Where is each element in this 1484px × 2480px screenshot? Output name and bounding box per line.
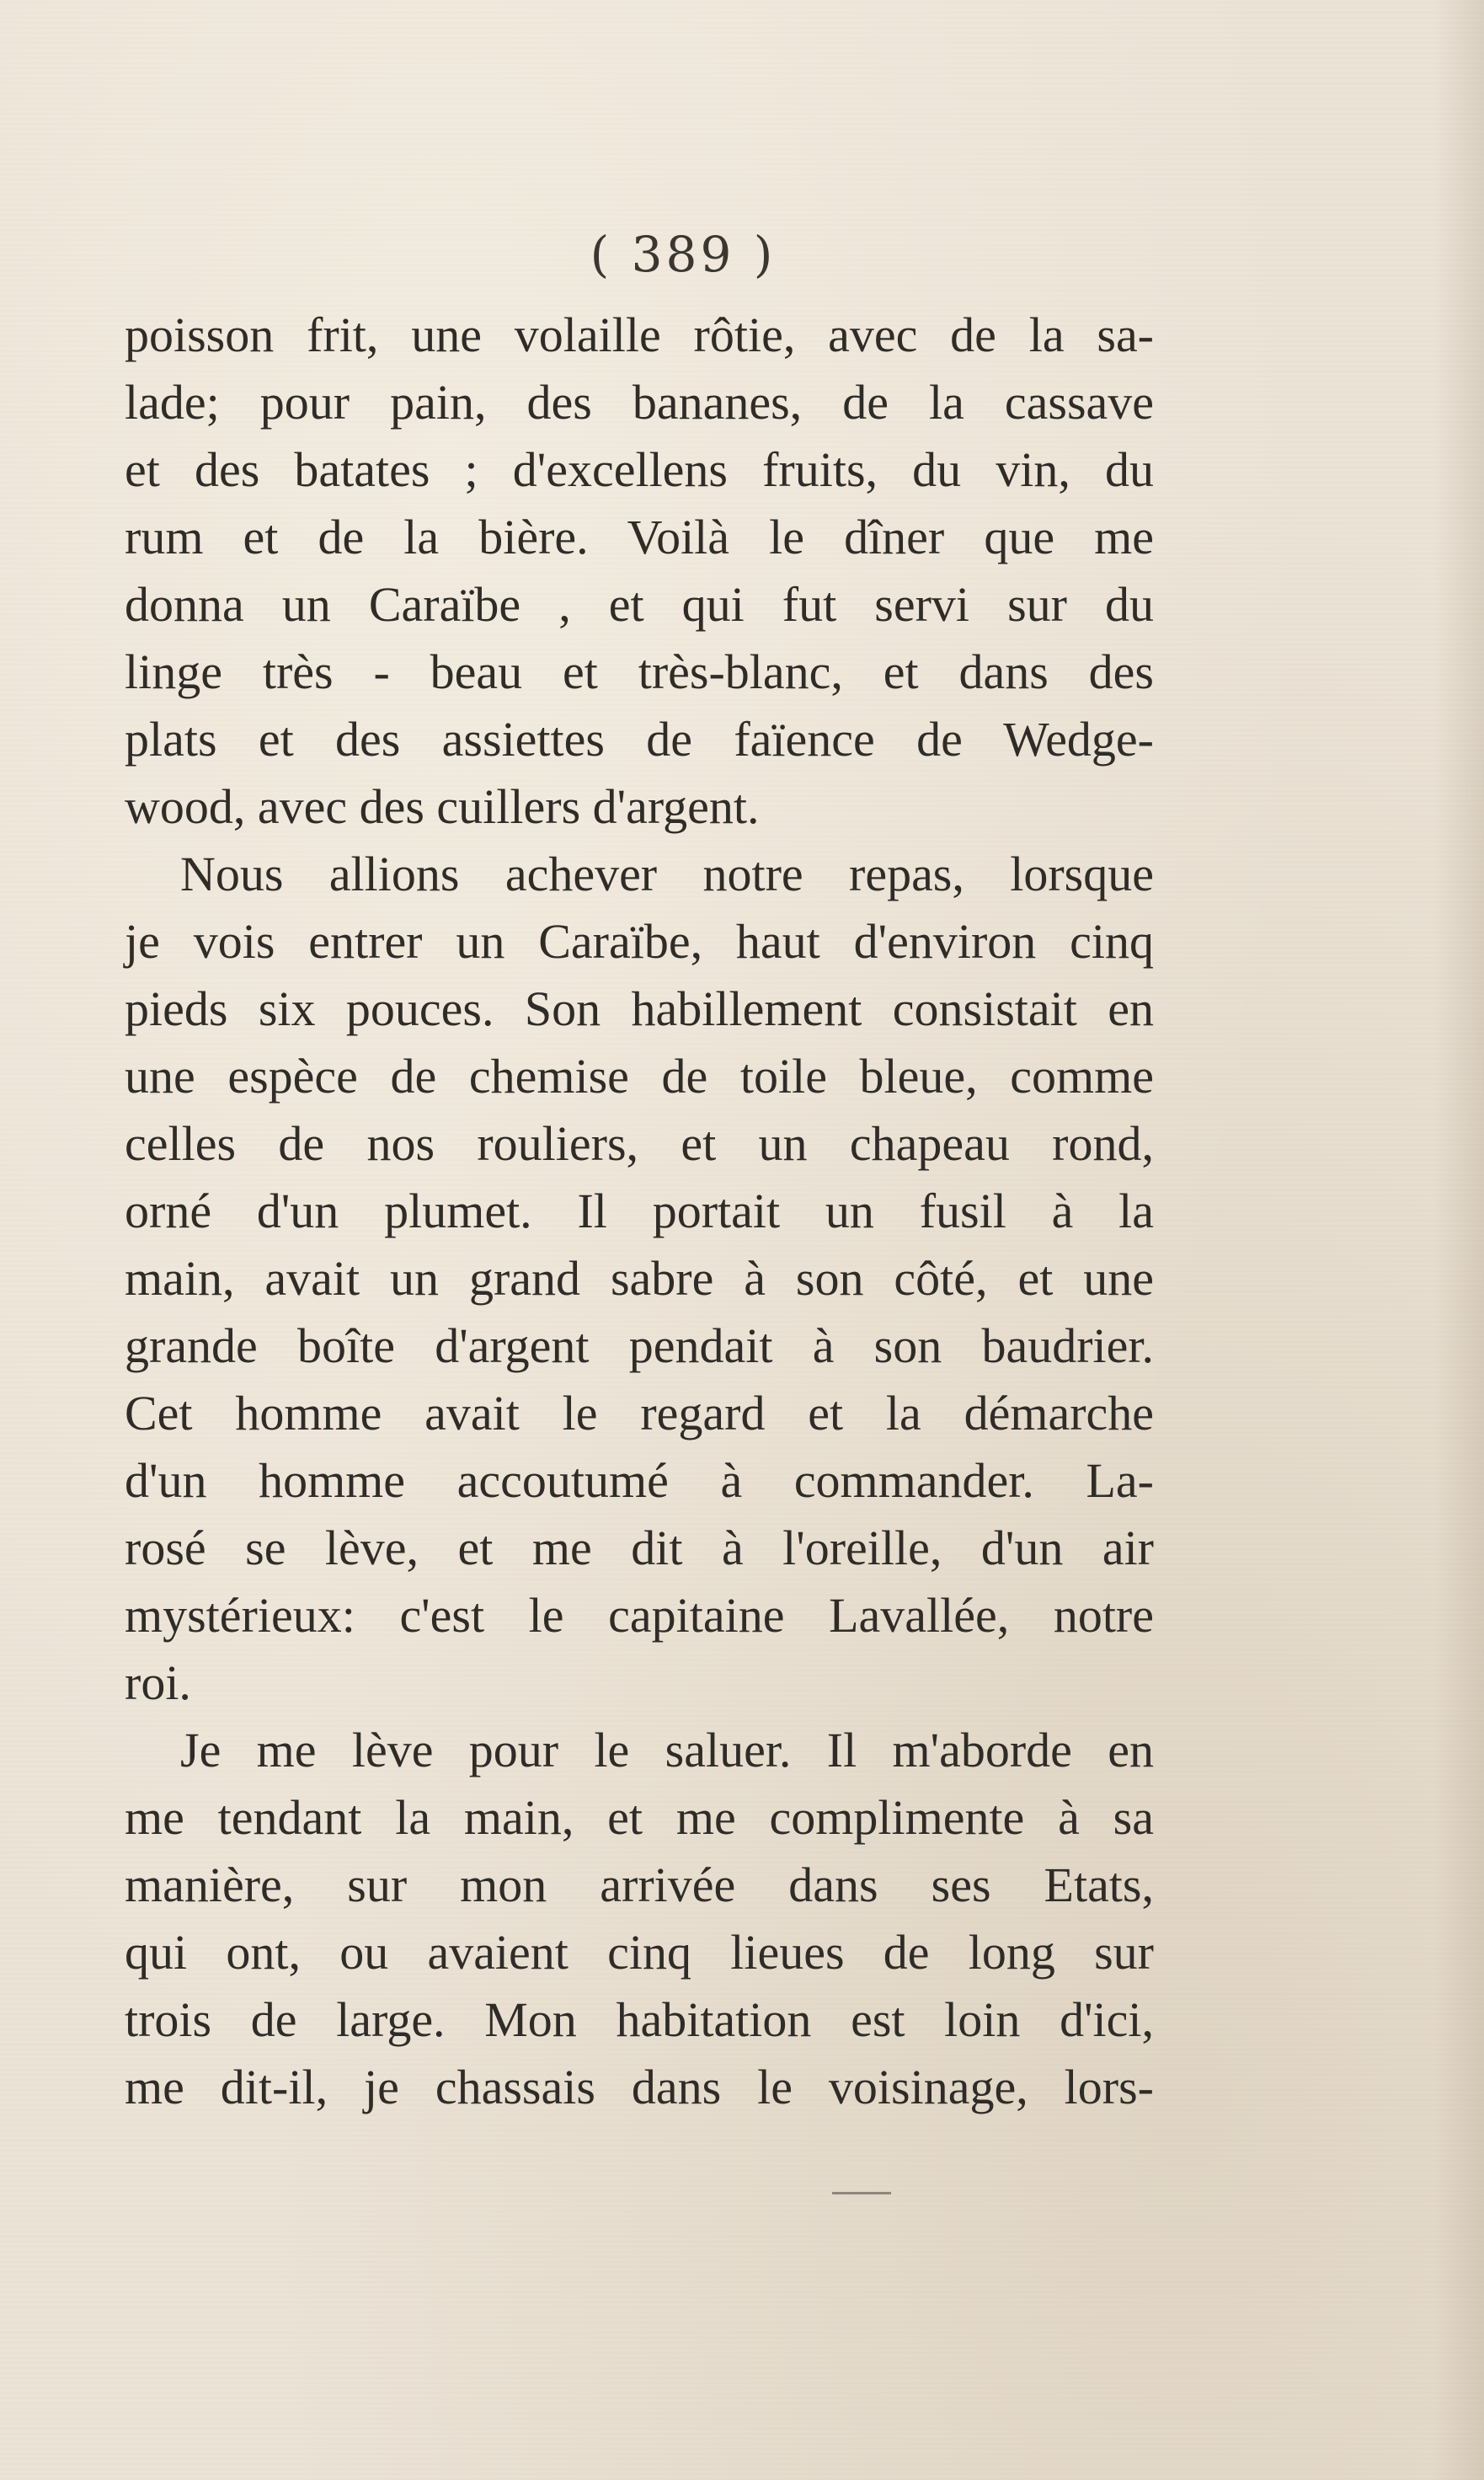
text-line: plats et des assiettes de faïence de Wedge-	[125, 712, 1154, 767]
text-line: Nous allions achever notre repas, lorsque	[180, 847, 1154, 901]
text-line: une espèce de chemise de toile bleue, comme	[125, 1049, 1154, 1104]
text-line: je vois entrer un Caraïbe, haut d'environ cinq	[125, 914, 1154, 969]
text-line: grande boîte d'argent pendait à son baudrier.	[125, 1318, 1154, 1373]
body-text	[125, 302, 1154, 2121]
text-line: Je me lève pour le saluer. Il m'aborde en	[180, 1723, 1154, 1777]
text-line: d'un homme accoutumé à commander. La-	[125, 1453, 1154, 1508]
text-line: lade; pour pain, des bananes, de la cassave	[125, 375, 1154, 430]
text-line: manière, sur mon arrivée dans ses Etats,	[125, 1857, 1154, 1912]
text-line: roi.	[125, 1655, 191, 1710]
text-line: qui ont, ou avaient cinq lieues de long sur	[125, 1925, 1154, 1980]
text-line: donna un Caraïbe , et qui fut servi sur du	[125, 577, 1154, 632]
page-number: ( 389 )	[590, 226, 777, 283]
text-line: et des batates ; d'excellens fruits, du vin, du	[125, 442, 1154, 497]
text-line: poisson frit, une volaille rôtie, avec de la sa-	[125, 307, 1154, 362]
text-line: celles de nos rouliers, et un chapeau rond,	[125, 1116, 1154, 1171]
text-line: main, avait un grand sabre à son côté, et une	[125, 1251, 1154, 1306]
text-line: wood, avec des cuillers d'argent.	[125, 779, 760, 834]
text-line: pieds six pouces. Son habillement consistait en	[125, 981, 1154, 1036]
text-line: linge très - beau et très-blanc, et dans des	[125, 644, 1154, 699]
text-line: Cet homme avait le regard et la démarche	[125, 1386, 1154, 1440]
text-line: orné d'un plumet. Il portait un fusil à la	[125, 1184, 1154, 1238]
text-line: rum et de la bière. Voilà le dîner que me	[125, 510, 1154, 564]
footer-rule	[832, 2192, 891, 2194]
text-line: mystérieux: c'est le capitaine Lavallée, notre	[125, 1588, 1154, 1643]
page-edge-shadow	[1433, 0, 1484, 2480]
text-line: trois de large. Mon habitation est loin d'ici,	[125, 1992, 1154, 2047]
text-line: rosé se lève, et me dit à l'oreille, d'un air	[125, 1521, 1154, 1575]
text-line: me tendant la main, et me complimente à sa	[125, 1790, 1154, 1845]
text-line: me dit-il, je chassais dans le voisinage, lors-	[125, 2060, 1154, 2114]
